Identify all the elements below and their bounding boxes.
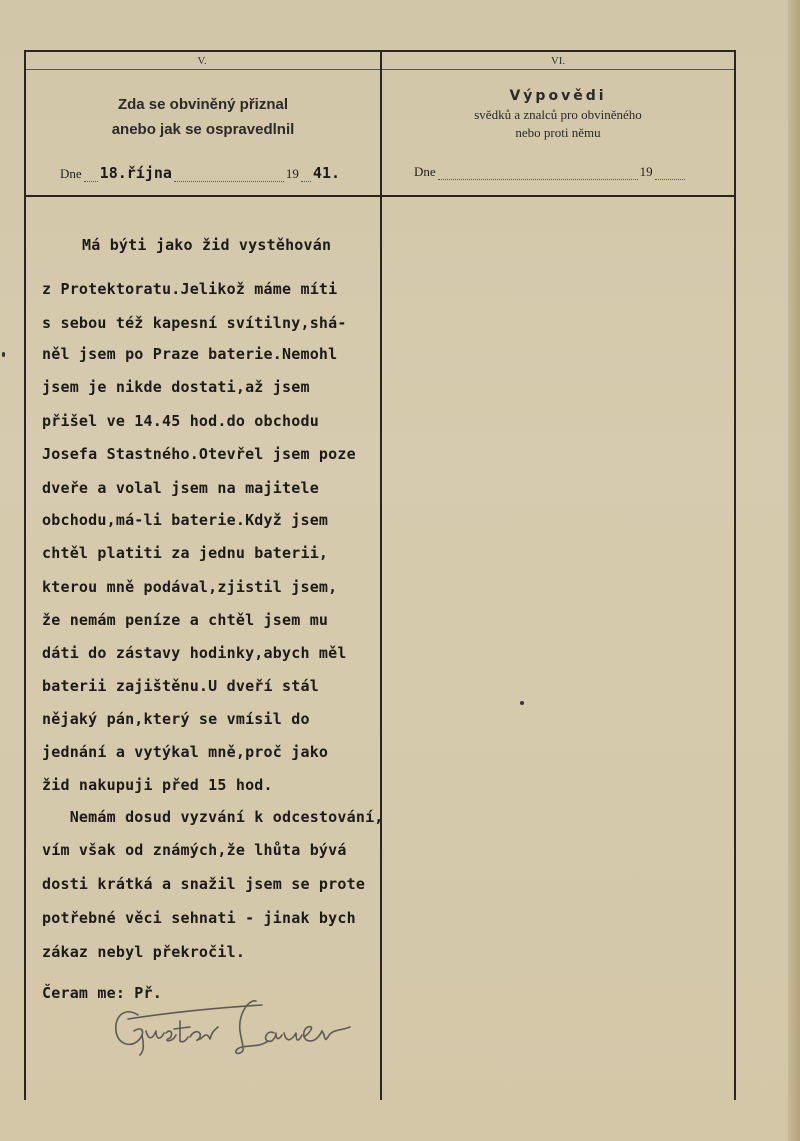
statement-line: chtěl platiti za jednu baterii, (42, 544, 329, 562)
statement-line: Josefa Stastného.Otevřel jsem poze (42, 445, 356, 463)
ink-mark (2, 352, 5, 357)
column-5-date-line (60, 164, 372, 182)
statement-line: zákaz nebyl překročil. (42, 943, 246, 961)
statement-line: dáti do zástavy hodinky,abych měl (42, 644, 347, 662)
column-6-number: VI. (550, 55, 566, 67)
statement-line: Má býti jako žid vystěhován (82, 236, 332, 254)
column-divider-rule (380, 50, 382, 1100)
statement-line: vím však od známých,že lhůta bývá (42, 841, 347, 859)
statement-line: přišel ve 14.45 hod.do obchodu (42, 412, 319, 430)
ink-mark (520, 701, 524, 705)
column-6-title-line2: svědků a znalců pro obviněného (474, 107, 642, 122)
column-5-year-prefix: 19 (285, 166, 299, 181)
statement-line: Nemám dosud vyzvání k odcestování, (42, 808, 384, 826)
statement-line: s sebou též kapesní svítilny,shá- (42, 314, 347, 332)
column-6-title-main: Výpovědi (509, 88, 607, 104)
frame-left-rule (24, 50, 26, 1100)
column-6-title-line3: nebo proti němu (515, 125, 601, 140)
statement-line: něl jsem po Praze baterie.Nemohl (42, 345, 338, 363)
column-5-date-prefix: Dne (60, 166, 82, 181)
statement-line: jsem je nikde dostati,až jsem (42, 378, 310, 396)
statement-line: z Protektoratu.Jelikož máme míti (42, 280, 338, 298)
column-5-title (26, 92, 380, 142)
column-6-year-prefix: 19 (639, 164, 653, 179)
page-edge (788, 0, 800, 1141)
column-5-date-value: 18.října (99, 164, 172, 182)
statement-line: dveře a volal jsem na majitele (42, 479, 319, 497)
column-6-date-prefix: Dne (414, 164, 436, 179)
column-5-number: V. (197, 55, 207, 67)
column-6-date-line (414, 164, 714, 180)
column-5-title-line1: Zda se obviněný přiznal (117, 96, 289, 113)
column-6-title (382, 88, 734, 142)
statement-line: potřebné věci sehnati - jinak bych (42, 909, 356, 927)
statement-line: obchodu,má-li baterie.Když jsem (42, 511, 329, 529)
statement-line: jednání a vytýkal mně,proč jako (42, 743, 329, 761)
statement-line: nějaký pán,který se vmísil do (42, 710, 310, 728)
handwritten-signature (110, 985, 380, 1075)
column-5-year-value: 41. (312, 164, 341, 182)
statement-line: baterii zajištěnu.U dveří stál (42, 677, 319, 695)
statement-line: žid nakupuji před 15 hod. (42, 776, 273, 794)
frame-right-rule (734, 50, 736, 1100)
statement-line: dosti krátká a snažil jsem se prote (42, 875, 366, 893)
statement-line: že nemám peníze a chtěl jsem mu (42, 611, 329, 629)
column-5-title-line2: anebo jak se ospravedlnil (111, 121, 295, 138)
statement-line: kterou mně podával,zjistil jsem, (42, 578, 338, 596)
statement-line: Čeram me: Př. (42, 984, 162, 1002)
